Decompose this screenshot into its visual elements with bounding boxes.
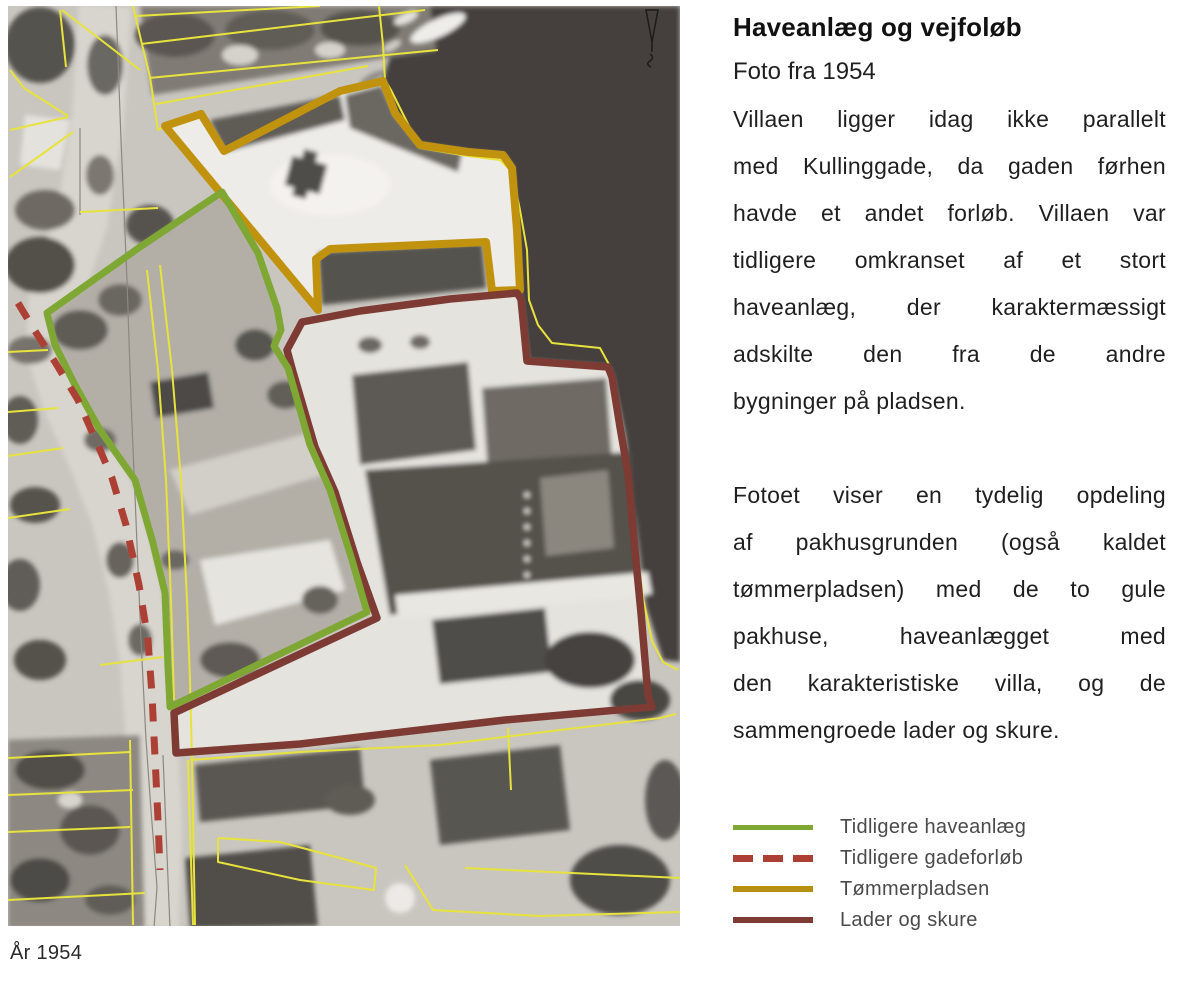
lader-og-skure-swatch (733, 917, 813, 923)
round-tank (385, 883, 415, 913)
legend-row-haveanlaeg (733, 816, 1166, 838)
paragraph-2: Fotoet viser en tydelig opdeling af pakhusgrunden (også kaldet tømmerpladsen) med de to gule pakhuse, haveanlægget med den karakteristiske villa, og de sammengroede lader og skure. (733, 482, 1166, 743)
legend-label: Tidligere gadeforløb (840, 846, 1024, 869)
page-title: Haveanlæg og vejfoløb (733, 12, 1022, 42)
haveanlaeg-swatch (733, 825, 813, 830)
legend-row-toemmerpladsen (733, 878, 1166, 900)
paragraph-1: Villaen ligger idag ikke parallelt med Kullinggade, da gaden førhen havde et andet forløb. Villaen var tidligere omkranset af et stort haveanlæg, der karaktermæssigt adskilte den fra de andre bygninger på pladsen. (733, 106, 1166, 414)
legend-label: Tømmerpladsen (840, 877, 990, 900)
legend-label: Tidligere haveanlæg (840, 815, 1027, 838)
toemmerpladsen-swatch (733, 886, 813, 892)
subtitle: Foto fra 1954 (733, 58, 876, 85)
legend-label: Lader og skure (840, 908, 978, 931)
gadeforloeb-swatch (733, 855, 813, 862)
legend-row-lader-og-skure (733, 909, 1166, 931)
legend-row-gadeforloeb (733, 847, 1166, 869)
photo-year-caption: År 1954 (10, 942, 83, 964)
map-legend (733, 816, 1166, 940)
